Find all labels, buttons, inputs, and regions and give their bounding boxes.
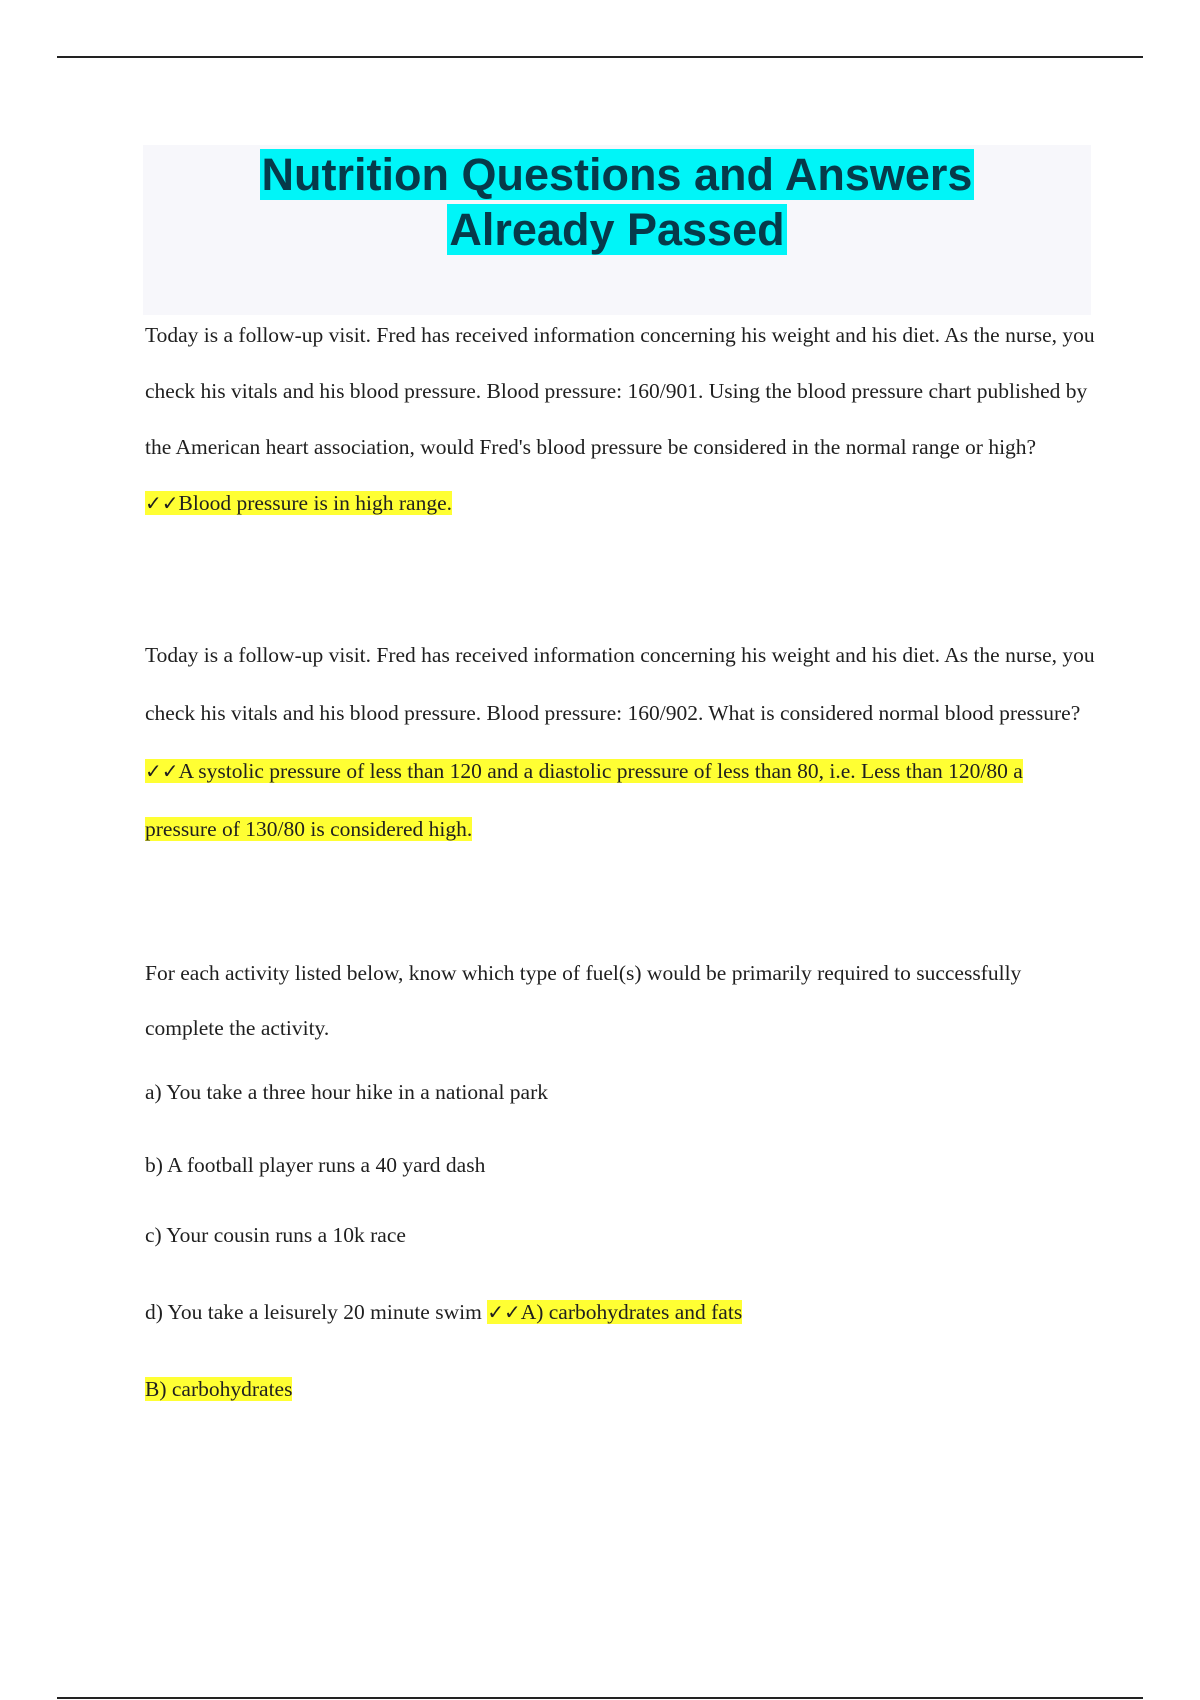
question-2 bbox=[145, 626, 1095, 858]
question-1-paragraph bbox=[145, 307, 1095, 531]
double-check-icon: ✓✓ bbox=[487, 1300, 521, 1324]
question-2-paragraph bbox=[145, 626, 1095, 858]
activity-item-d-row bbox=[145, 1297, 742, 1327]
footer-rule bbox=[57, 1697, 1143, 1699]
double-check-icon: ✓✓ bbox=[145, 491, 179, 515]
question-3-answer-a: A) carbohydrates and fats bbox=[520, 1300, 743, 1324]
activity-item-d: d) You take a leisurely 20 minute swim bbox=[145, 1300, 482, 1324]
question-3-text: For each activity listed below, know which type of fuel(s) would be primarily required to successfully complete the activity. bbox=[145, 961, 1022, 1040]
title-line-1: Nutrition Questions and Answers bbox=[261, 149, 973, 200]
header-rule bbox=[57, 56, 1143, 58]
activity-item-a: a) You take a three hour hike in a national park bbox=[145, 1080, 548, 1104]
double-check-icon: ✓✓ bbox=[145, 759, 179, 783]
question-1 bbox=[145, 307, 1095, 531]
question-2-answer-text: A systolic pressure of less than 120 and a diastolic pressure of less than 80, i.e. Less than 120/80 a pressure of 130/80 is considered high. bbox=[145, 759, 1023, 841]
activity-item-c: c) Your cousin runs a 10k race bbox=[145, 1223, 406, 1247]
question-2-answer bbox=[145, 759, 1023, 841]
question-1-answer-text: Blood pressure is in high range. bbox=[178, 491, 453, 515]
question-3-answer-line-2 bbox=[145, 1374, 292, 1404]
title-line-2: Already Passed bbox=[449, 204, 785, 255]
question-1-text: Today is a follow-up visit. Fred has received information concerning his weight and his diet. As the nurse, you check his vitals and his blood pressure. Blood pressure: 160/901. Using the blood pressure chart published by the American heart association, would Fred's blood pressure be considered in the normal range or high? bbox=[145, 323, 1095, 459]
activity-item-b: b) A football player runs a 40 yard dash bbox=[145, 1153, 486, 1177]
question-1-answer bbox=[145, 491, 452, 515]
question-3-answer-line-1 bbox=[487, 1300, 742, 1324]
title-banner bbox=[143, 145, 1091, 315]
question-3 bbox=[145, 946, 1095, 1056]
question-3-answer-b: B) carbohydrates bbox=[145, 1377, 293, 1401]
question-2-text: Today is a follow-up visit. Fred has received information concerning his weight and his diet. As the nurse, you check his vitals and his blood pressure. Blood pressure: 160/902. What is considered normal blood pressure? bbox=[145, 643, 1095, 725]
document-title bbox=[143, 145, 1091, 257]
